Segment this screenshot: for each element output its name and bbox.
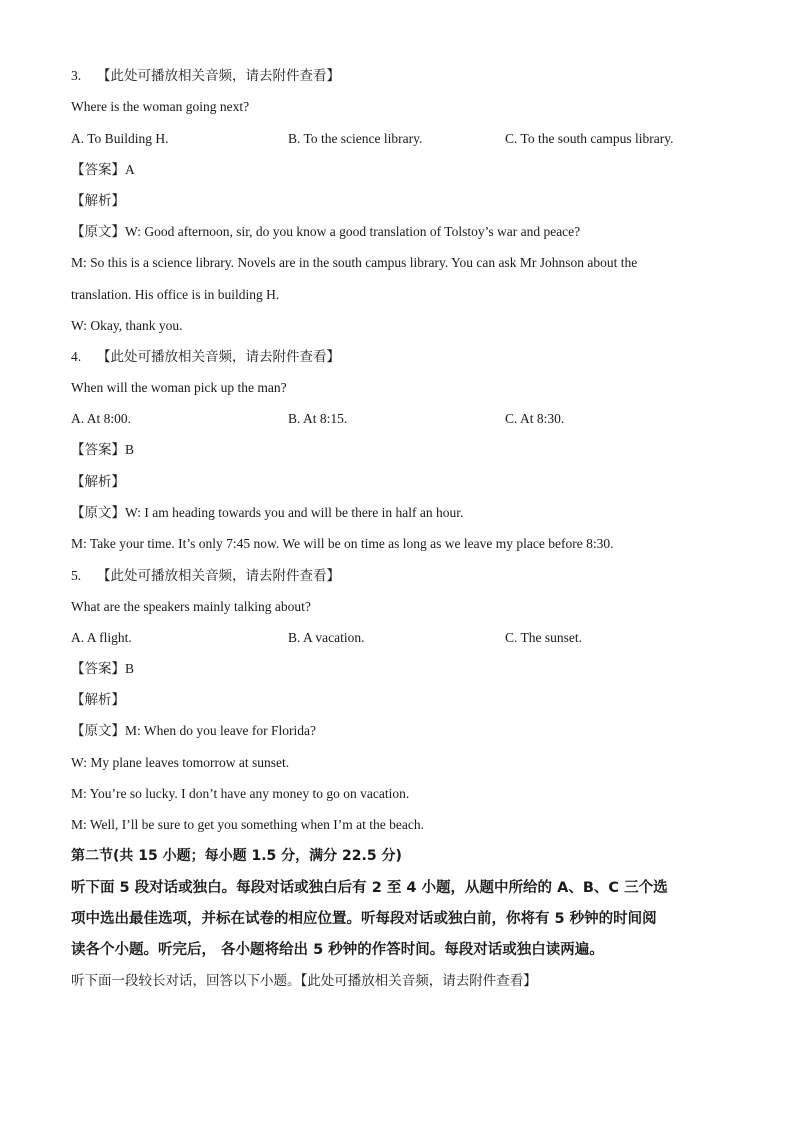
q3-transcript-label: 【原文】	[71, 224, 125, 240]
q3-transcript-line	[71, 223, 580, 241]
q4-option-a: A. At 8:00.	[71, 411, 132, 426]
q4-audio-link[interactable]: 【此处可播放相关音频，请去附件查看】	[97, 349, 340, 365]
q3-option-a: A. To Building H.	[71, 131, 169, 146]
q4-header	[71, 348, 340, 366]
q5-answer-label: 【答案】	[71, 661, 125, 677]
q3-transcript-line: translation. His office is in building H.	[71, 287, 280, 302]
q5-transcript-line	[71, 722, 316, 740]
q5-audio-link[interactable]: 【此处可播放相关音频，请去附件查看】	[97, 568, 340, 584]
q5-header	[71, 567, 340, 585]
q5-transcript-line: M: You’re so lucky. I don’t have any money to go on vacation.	[71, 786, 410, 801]
q5-transcript-text: M: When do you leave for Florida?	[125, 723, 316, 738]
q3-option-b: B. To the science library.	[288, 131, 423, 146]
q5-answer-value: B	[125, 661, 135, 676]
q5-answer	[71, 660, 134, 678]
section2-instruction-line: 听下面 5 段对话或独白。每段对话或独白后有 2 至 4 小题，从题中所给的 A、B、C 三个选	[71, 880, 668, 896]
q4-number: 4.	[71, 349, 82, 364]
q3-answer-value: A	[125, 162, 135, 177]
q5-option-a: A. A flight.	[71, 630, 132, 645]
q3-transcript-text: W: Good afternoon, sir, do you know a good translation of Tolstoy’s war and peace?	[125, 224, 581, 239]
section2-note[interactable]: 听下面一段较长对话，回答以下小题。【此处可播放相关音频，请去附件查看】	[71, 973, 537, 989]
q4-answer	[71, 441, 134, 459]
q3-transcript-line: W: Okay, thank you.	[71, 318, 183, 333]
q5-analysis-label: 【解析】	[71, 692, 125, 708]
q3-number: 3.	[71, 68, 82, 83]
section2-instruction-line: 项中选出最佳选项，并标在试卷的相应位置。听每段对话或独白前，你将有 5 秒钟的时间阅	[71, 911, 657, 927]
q4-question: When will the woman pick up the man?	[71, 380, 287, 395]
q3-analysis-label: 【解析】	[71, 193, 125, 209]
q5-option-c: C. The sunset.	[505, 630, 582, 645]
q4-option-c: C. At 8:30.	[505, 411, 565, 426]
q4-option-b: B. At 8:15.	[288, 411, 348, 426]
q4-answer-value: B	[125, 442, 135, 457]
q4-analysis-label: 【解析】	[71, 474, 125, 490]
q5-transcript-label: 【原文】	[71, 723, 125, 739]
q5-number: 5.	[71, 568, 82, 583]
q3-answer	[71, 161, 135, 179]
q3-header	[71, 67, 340, 85]
q4-transcript-text: W: I am heading towards you and will be there in half an hour.	[125, 505, 464, 520]
q3-answer-label: 【答案】	[71, 162, 125, 178]
q3-option-c: C. To the south campus library.	[505, 131, 674, 146]
q4-transcript-line	[71, 504, 463, 522]
q4-transcript-label: 【原文】	[71, 505, 125, 521]
q5-option-b: B. A vacation.	[288, 630, 365, 645]
q5-transcript-line: M: Well, I’ll be sure to get you something when I’m at the beach.	[71, 817, 424, 832]
section2-heading: 第二节(共 15 小题；每小题 1.5 分，满分 22.5 分)	[71, 848, 402, 864]
q3-transcript-line: M: So this is a science library. Novels are in the south campus library. You can ask Mr Johnson about the	[71, 255, 638, 270]
q4-transcript-line: M: Take your time. It’s only 7:45 now. We will be on time as long as we leave my place before 8:30.	[71, 536, 614, 551]
q3-question: Where is the woman going next?	[71, 99, 250, 114]
q5-transcript-line: W: My plane leaves tomorrow at sunset.	[71, 755, 290, 770]
section2-instruction-line: 读各个小题。听完后， 各小题将给出 5 秒钟的作答时间。每段对话或独白读两遍。	[71, 942, 604, 958]
q5-question: What are the speakers mainly talking about?	[71, 599, 311, 614]
q4-answer-label: 【答案】	[71, 442, 125, 458]
q3-audio-link[interactable]: 【此处可播放相关音频，请去附件查看】	[97, 68, 340, 84]
